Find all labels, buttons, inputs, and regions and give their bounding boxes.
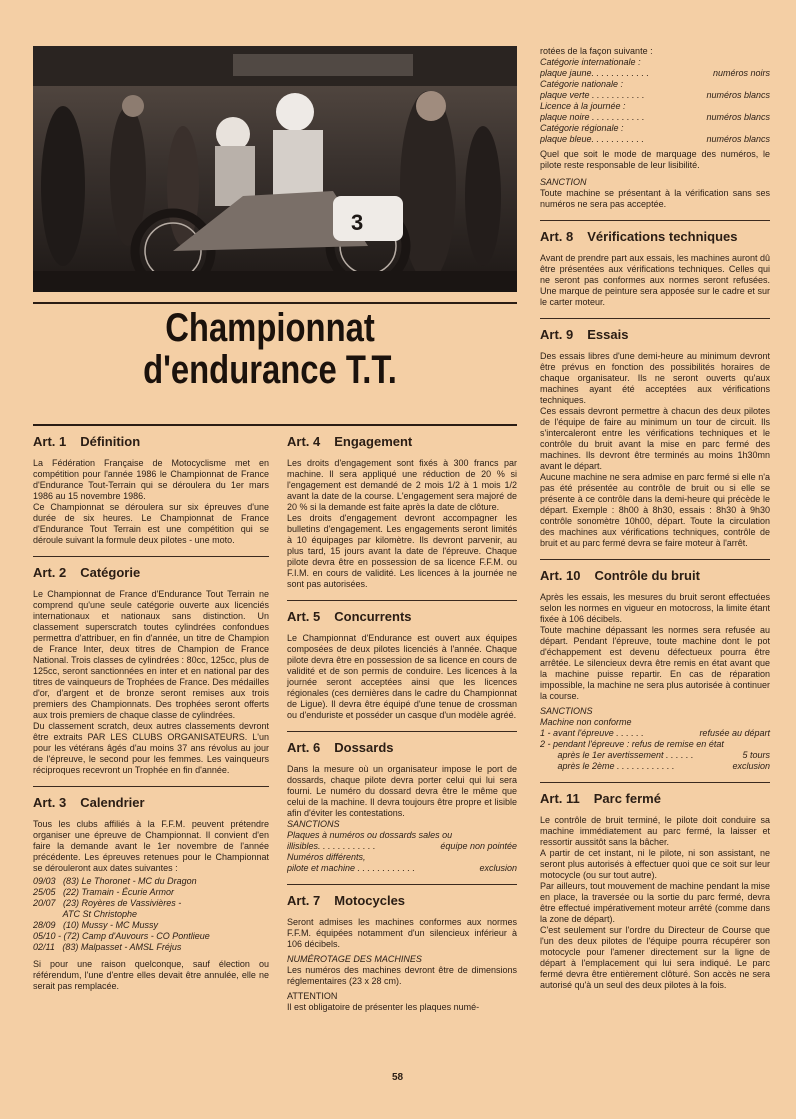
sanction-label: SANCTION	[540, 177, 587, 187]
plate-row: plaque verte . . . . . . . . . . . numéros blancs	[540, 90, 770, 100]
plate-row: plaque bleue. . . . . . . . . . . numéros blancs	[540, 134, 770, 144]
art5-heading: Art. 5 Concurrents	[287, 609, 412, 624]
page-title	[114, 307, 426, 391]
plates-intro: rotées de la façon suivante :	[540, 46, 653, 56]
art1-heading: Art. 1 Définition	[33, 434, 141, 449]
title-bottom-rule	[33, 424, 517, 426]
column-2	[287, 434, 517, 1013]
sanction-row: pilote et machine . . . . . . . . . . . . exclusion	[287, 863, 517, 873]
art7-sub2-body: Il est obligatoire de présenter les plaques numé-	[287, 1002, 480, 1012]
art7-heading: Art. 7 Motocycles	[287, 893, 406, 908]
art11-heading: Art. 11 Parc fermé	[540, 791, 661, 806]
plate-row: Catégorie nationale :	[540, 79, 624, 89]
art7-sub1-label: NUMÉROTAGE DES MACHINES	[287, 954, 422, 964]
calendar-entry: 05/10 - (72) Camp d'Auvours - CO Pontlieue	[33, 931, 210, 941]
column-3	[540, 46, 770, 991]
plate-row: plaque jaune. . . . . . . . . . . . numéros noirs	[540, 68, 770, 78]
plate-row: Catégorie régionale :	[540, 123, 624, 133]
plate-row: plaque noire . . . . . . . . . . . numéros blancs	[540, 112, 770, 122]
calendar-entry: ATC St Christophe	[33, 909, 138, 919]
art7-sub1-body: Les numéros des machines devront être de dimensions réglementaires (23 x 28 cm).	[287, 965, 517, 986]
sanction-body: Toute machine se présentant à la vérification sans ses numéros ne sera pas acceptée.	[540, 188, 770, 209]
calendar-entry: 25/05 (22) Tramain - Écurie Armor	[33, 887, 175, 897]
column-1	[33, 434, 269, 992]
art6-heading: Art. 6 Dossards	[287, 740, 394, 755]
art8-heading: Art. 8 Vérifications techniques	[540, 229, 738, 244]
plate-row: Catégorie internationale :	[540, 57, 641, 67]
art10-sub: Machine non conforme	[540, 717, 632, 727]
page-number: 58	[392, 1072, 404, 1083]
sanction-row: après le 1er avertissement . . . . . . 5 tours	[540, 750, 770, 760]
sanction-row: 2 - pendant l'épreuve : refus de remise en état	[540, 739, 724, 749]
art4-body: Les droits d'engagement sont fixés à 300 francs par machine. Il sera appliqué une réduction de 20 % si l'engagement est demandé de 2 mois 1/2 à 1 mois 1/2 avant la date de la course. L'engagement sera majoré de 20 % si la demande est faite après la date de clôture. Les droits d'engagement devront accompagner les bulletins d'engagement. Les engagements seront limités à 10 équipages par kilomètre. Ils devront parvenir, au plus tard, 15 jours avant la date de l'épreuve. Chaque pilote devra être en possession de sa licence F.F.M. ou F.I.M. en cours de validité. Les licences à la journée ne sont pas autorisées.	[287, 458, 517, 589]
art9-heading: Art. 9 Essais	[540, 327, 629, 342]
svg-text:3: 3	[351, 210, 364, 235]
sanction-row: après le 2ème . . . . . . . . . . . . exclusion	[540, 761, 770, 771]
calendar-list	[33, 876, 269, 953]
art7-sub2-label: ATTENTION	[287, 991, 338, 1001]
art3-tail: Si pour une raison quelconque, sauf élection ou référendum, l'une d'entre elles devait être annulée, elle ne serait pas remplacée.	[33, 959, 269, 991]
calendar-entry: 02/11 (83) Malpasset - AMSL Fréjus	[33, 942, 182, 952]
art8-body: Avant de prendre part aux essais, les machines auront dû être présentées aux vérifications techniques. Celles qui ne seront pas conformes aux normes seront refusées. Une marque de peinture sera apposée sur le cadre et sur le carter moteur.	[540, 253, 770, 307]
sanction-row: Plaques à numéros ou dossards sales ou	[287, 830, 453, 840]
calendar-entry: 28/09 (10) Mussy - MC Mussy	[33, 920, 159, 930]
title-line-2: d'endurance T.T.	[143, 348, 397, 392]
plates-tail: Quel que soit le mode de marquage des numéros, le pilote reste responsable de leur lisibilité.	[540, 149, 770, 170]
art2-heading: Art. 2 Catégorie	[33, 565, 141, 580]
art6-body: Dans la mesure où un organisateur impose le port de dossards, chaque pilote devra porter celui qui lui sera fourni. Le numéro du dossard devra être le même que celui de la machine. Il devra toujours être propre et lisible afin d'éviter les contestations.	[287, 764, 517, 818]
race-photo	[33, 46, 517, 292]
title-top-rule	[33, 302, 517, 304]
art3-heading: Art. 3 Calendrier	[33, 795, 145, 810]
sanction-row: illisibles. . . . . . . . . . . . équipe non pointée	[287, 841, 517, 851]
art6-sanctions-label: SANCTIONS	[287, 819, 340, 829]
title-line-1: Championnat	[165, 306, 375, 350]
motocross-scene-image	[33, 46, 517, 292]
art11-body: Le contrôle de bruit terminé, le pilote doit conduire sa machine immédiatement au parc fermé, la laisser et ressortir aussitôt sans la bâcher. A partir de cet instant, ni le pilote, ni son assistant, ne seront plus autorisés à effectuer quoi que ce soit sur leur motocycle (ou sur tout autre). Par ailleurs, tout mouvement de machine pendant la mise en place, la traversée ou la sortie du parc fermé, devra être effectué impérativement moteur arrêté (comme dans la zone de départ). C'est seulement sur l'ordre du Directeur de Course que l'un des deux pilotes de l'équipe pourra récupérer son motocycle pour l'amener directement sur la ligne de départ à l'emplacement qui lui sera indiqué. Le parc fermé devra être entièrement clôturé. Son accès ne sera autorisé qu'à un seul des deux pilotes à la fois.	[540, 815, 770, 990]
art9-body: Des essais libres d'une demi-heure au minimum devront être prévus en fonction des possibilités horaires de chaque organisateur. Ils ne seront ouverts qu'aux machines ayant été acceptées aux vérifications techniques. Ces essais devront permettre à chacun des deux pilotes de l'équipe de faire au minimum un tour de circuit. Ils s'intercaleront entre les vérifications techniques et le contrôle du bruit avant la mise en parc fermé des machines. Ils devront être terminés au moins 1h30mn avant le départ. Aucune machine ne sera admise en parc fermé si elle n'a pas été présentée au contrôle de bruit ou si elle se présente à ce contrôle dans la demi-heure qui précède le départ. Exemple : 8h00 à 8h30, essais : 8h30 à 9h30 contrôle sonomètre 10h00, départ. Toute la circulation des machines aux vérifications techniques, contrôle de bruit et au parc fermé devra se faire moteur à l'arrêt.	[540, 351, 770, 548]
sanction-row: 1 - avant l'épreuve . . . . . . refusée au départ	[540, 728, 770, 738]
art10-heading: Art. 10 Contrôle du bruit	[540, 568, 700, 583]
art5-body: Le Championnat d'Endurance est ouvert aux équipes composées de deux pilotes licenciés à l'année. Chaque pilote devra être en possession de sa licence en cours de validité et de son permis de conduire. Les licences à la journée seront acceptées ainsi que les licences régionales (ces dernières dans le cadre du Championnat de Ligue). Il devra être équipé d'une tenue de crossman ou d'enduriste et posséder un casque d'un modèle agréé.	[287, 633, 517, 720]
plate-row: Licence à la journée :	[540, 101, 626, 111]
art10-sanctions-label: SANCTIONS	[540, 706, 593, 716]
art2-body: Le Championnat de France d'Endurance Tout Terrain ne comprend qu'une seule catégorie ouverte aux licenciés internationaux et nationaux sans distinction. Un classement superscratch toutes cylindrées confondues permettra d'attribuer, en fin d'année, un titre de Champion de France Inter, deux titres de Champion de France National. Trois classes de cylindrées : 80cc, 125cc, plus de 125cc, seront sanctionnées en inter et en national par des titres de vainqueurs de Trophées de France. Des médailles d'or, d'argent et de bronze seront remises aux trois premiers des Championnats. Des trophées seront offerts aux trois premiers de chaque classe de cylindrées. Du classement scratch, deux autres classements devront être extraits PAR LES CLUBS ORGANISATEURS. L'un pour les vétérans âgés d'au moins 37 ans révolus au jour de l'épreuve, le second pour les femmes. Les vainqueurs réciproques recevront un Trophée en fin d'année.	[33, 589, 269, 775]
art7-body: Seront admises les machines conformes aux normes F.F.M. équipées notamment d'un silencieux inférieur à 106 décibels.	[287, 917, 517, 949]
art10-body: Après les essais, les mesures du bruit seront effectuées selon les normes en vigueur en motocross, la limite étant fixée à 106 décibels. Toute machine dépassant les normes sera refusée au départ. Pendant l'épreuve, toute machine dont le pot d'échappement est devenu défectueux pourra être arrêtée. Le silencieux devra être remis en état avant que la machine puisse repartir. En cas de réparation impossible, la machine ne sera plus autorisée à continuer la course.	[540, 592, 770, 701]
calendar-entry: 09/03 (83) Le Thoronet - MC du Dragon	[33, 876, 197, 886]
art3-body: Tous les clubs affiliés à la F.F.M. peuvent prétendre organiser une épreuve de Championnat. Il convient d'en faire la demande avant le 1er novembre de l'année précédente. Les épreuves retenues pour le Championnat se dérouleront aux dates suivantes :	[33, 819, 269, 873]
calendar-entry: 20/07 (23) Royères de Vassivières -	[33, 898, 182, 908]
art1-body: La Fédération Française de Motocyclisme met en compétition pour l'année 1986 le Championnat de France d'Endurance Tout-Terrain qui se déroulera du 1er mars 1986 au 15 novembre 1986. Ce Championnat se déroulera sur six épreuves d'une durée de six heures. Le Championnat de France d'Endurance Tout Terrain est une compétition qui se déroule suivant la formule deux pilotes - une moto.	[33, 458, 269, 545]
sanction-row: Numéros différents,	[287, 852, 366, 862]
art4-heading: Art. 4 Engagement	[287, 434, 413, 449]
